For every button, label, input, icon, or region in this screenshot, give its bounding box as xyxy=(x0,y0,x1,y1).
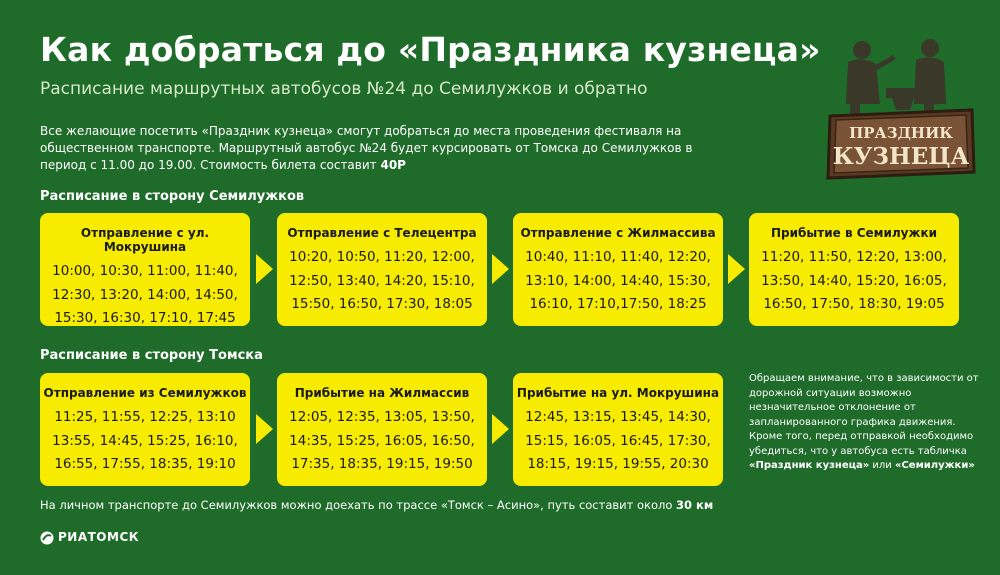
intro-paragraph xyxy=(40,123,740,174)
section-title-to-semiluzhki: Расписание в сторону Семилужков xyxy=(40,189,305,204)
schedule-card xyxy=(277,373,487,486)
times-line: 15:30, 16:30, 17:10, 17:45 xyxy=(54,310,236,326)
times-line: 15:15, 16:05, 16:45, 17:30, xyxy=(525,432,711,449)
footnote xyxy=(40,498,713,512)
schedule-card xyxy=(513,373,723,486)
intro-text: Все желающие посетить «Праздник кузнеца» смогут добраться до места проведения фестиваля на общественном транспорте. Маршрутный автобус №24 будет курсировать от Томска до Семилужков в период с 11.00 до 19.00. Стоимость билета составит xyxy=(40,124,693,172)
times-line: 13:10, 14:00, 14:40, 15:30, xyxy=(525,272,711,289)
page-title: Как добраться до «Праздника кузнеца» xyxy=(40,30,821,69)
card-heading: Отправление с Телецентра xyxy=(287,226,477,240)
times-line: 13:50, 14:40, 15:20, 16:05, xyxy=(761,272,947,289)
times-line: 10:00, 10:30, 11:00, 11:40, xyxy=(52,263,238,279)
card-heading: Прибытие в Семилужки xyxy=(771,226,937,240)
logo-line2: КУЗНЕЦА xyxy=(832,143,970,170)
times-line: 16:55, 17:55, 18:35, 19:10 xyxy=(54,456,236,472)
card-heading: Отправление из Семилужков xyxy=(43,386,247,400)
times-line: 12:45, 13:15, 13:45, 14:30, xyxy=(525,409,711,425)
times-line: 14:35, 15:25, 16:05, 16:50, xyxy=(289,432,475,449)
times-line: 12:30, 13:20, 14:00, 14:50, xyxy=(52,286,238,303)
times-line: 11:25, 11:55, 12:25, 13:10 xyxy=(54,409,236,425)
times-line: 11:20, 11:50, 12:20, 13:00, xyxy=(761,249,947,265)
ticket-price: 40Р xyxy=(380,158,406,172)
schedule-card xyxy=(749,213,959,326)
notice-sign-1: «Праздник кузнеца» xyxy=(749,460,870,471)
card-heading: Отправление с ул. Мокрушина xyxy=(80,226,210,254)
schedule-card xyxy=(277,213,487,326)
notice-body: Обращаем внимание, что в зависимости от дорожной ситуации возможно незначительное отклонение от запланированного графика движения. Кроме того, перед отправкой необходимо убедиться, что у автобуса есть табличка xyxy=(749,373,979,457)
notice-text xyxy=(749,372,989,474)
brand xyxy=(40,530,139,545)
arrow-right-icon xyxy=(728,254,745,284)
footnote-text: На личном транспорте до Семилужков можно доехать по трассе «Томск – Асино», путь составит около xyxy=(40,498,677,512)
notice-or: или xyxy=(869,460,895,471)
times-line: 13:55, 14:45, 15:25, 16:10, xyxy=(52,432,238,449)
arrow-right-icon xyxy=(256,414,273,444)
logo-board xyxy=(828,110,974,178)
times-line: 10:40, 11:10, 11:40, 12:20, xyxy=(525,249,711,265)
footnote-distance: 30 км xyxy=(676,498,714,512)
times-line: 10:20, 10:50, 11:20, 12:00, xyxy=(289,249,475,265)
arrow-right-icon xyxy=(256,254,273,284)
times-line: 17:35, 18:35, 19:15, 19:50 xyxy=(291,456,473,472)
times-line: 15:50, 16:50, 17:30, 18:05 xyxy=(291,296,473,312)
logo-line1: ПРАЗДНИК xyxy=(849,124,953,142)
times-line: 16:50, 17:50, 18:30, 19:05 xyxy=(763,296,945,312)
times-line: 16:10, 17:10,17:50, 18:25 xyxy=(529,296,707,312)
section-title-to-tomsk: Расписание в сторону Томска xyxy=(40,348,263,363)
times-line: 18:15, 19:15, 19:55, 20:30 xyxy=(527,456,709,472)
brand-logo-icon xyxy=(40,531,54,545)
times-line: 12:50, 13:40, 14:20, 15:10, xyxy=(289,272,475,289)
arrow-right-icon xyxy=(492,254,509,284)
notice-sign-2: «Семилужки» xyxy=(894,460,975,471)
arrow-right-icon xyxy=(492,414,509,444)
card-heading: Отправление с Жилмассива xyxy=(520,226,716,240)
card-heading: Прибытие на Жилмассив xyxy=(294,386,470,400)
schedule-card xyxy=(40,213,250,326)
brand-name: РИАТОМСК xyxy=(58,530,140,544)
festival-logo xyxy=(826,32,976,182)
card-heading: Прибытие на ул. Мокрушина xyxy=(516,386,720,400)
schedule-card xyxy=(513,213,723,326)
schedule-card xyxy=(40,373,250,486)
page-subtitle: Расписание маршрутных автобусов №24 до Семилужков и обратно xyxy=(40,79,648,99)
times-line: 12:05, 12:35, 13:05, 13:50, xyxy=(289,409,475,425)
